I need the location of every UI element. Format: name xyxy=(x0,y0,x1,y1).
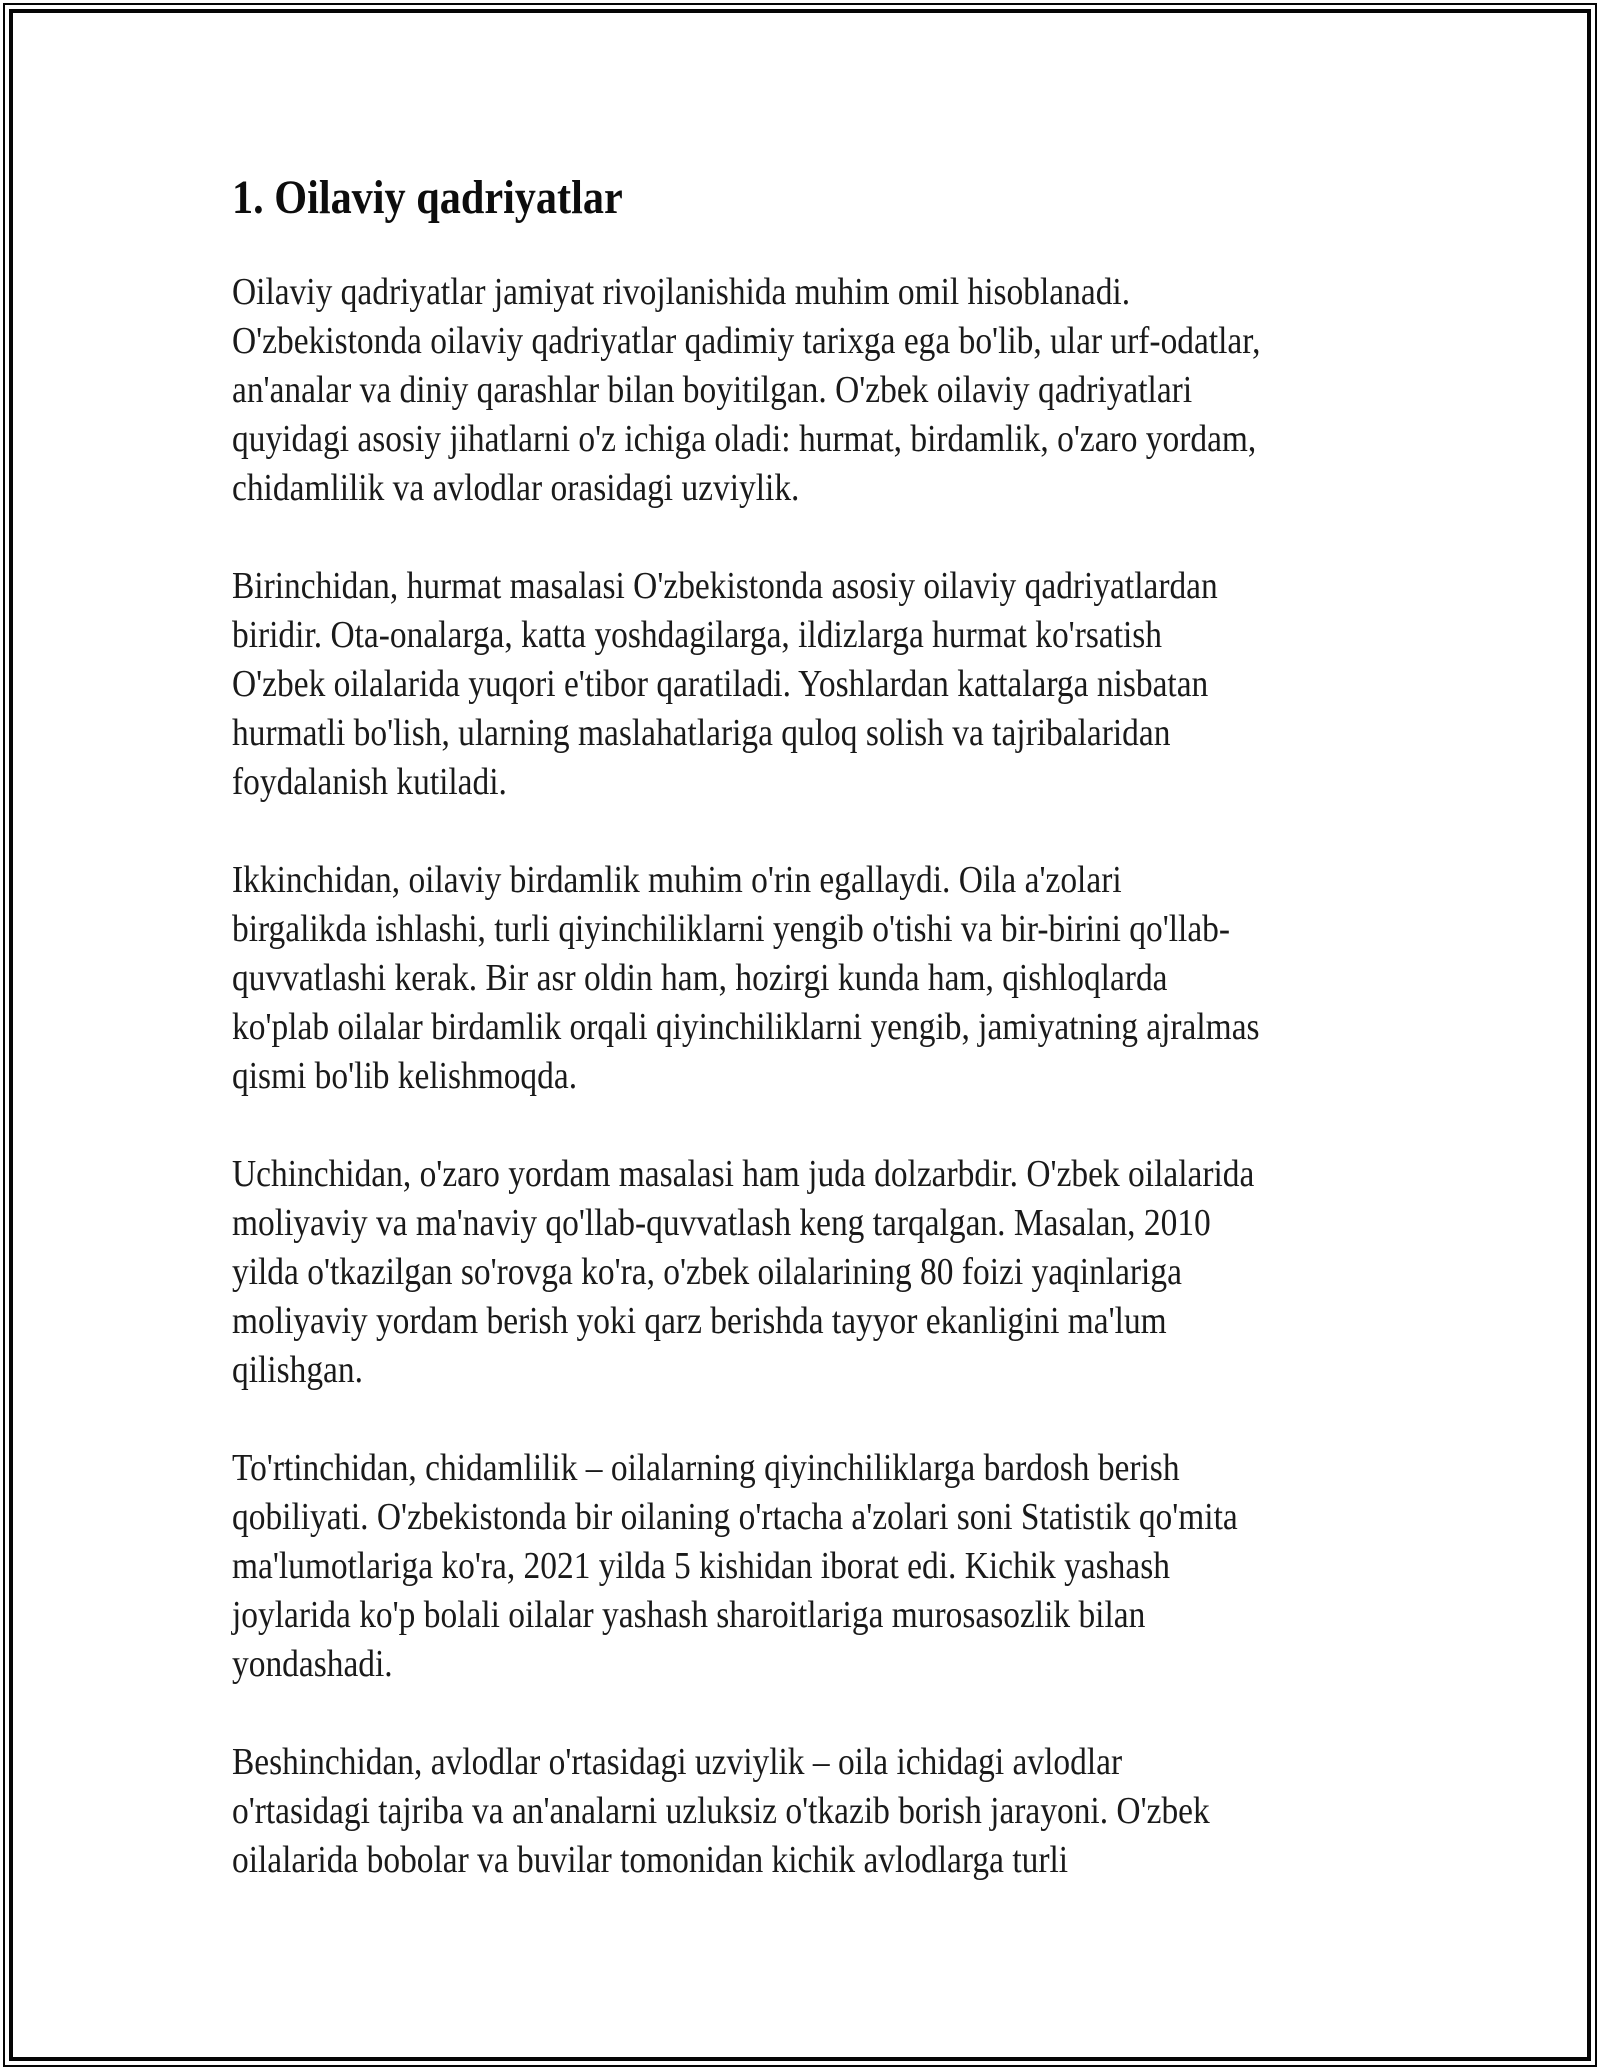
text-line: Birinchidan, hurmat masalasi O'zbekistonda asosiy oilaviy qadriyatlardan xyxy=(232,565,1218,607)
text-line: qismi bo'lib kelishmoqda. xyxy=(232,1055,578,1097)
paragraph-1 xyxy=(232,268,1482,513)
text-line: yondashadi. xyxy=(232,1643,393,1685)
text-line: moliyaviy va ma'naviy qo'llab-quvvatlash keng tarqalgan. Masalan, 2010 xyxy=(232,1202,1211,1244)
text-line: Oilaviy qadriyatlar jamiyat rivojlanishida muhim omil hisoblanadi. xyxy=(232,271,1131,313)
text-line: o'rtasidagi tajriba va an'analarni uzluksiz o'tkazib borish jarayoni. O'zbek xyxy=(232,1790,1210,1832)
text-line: yilda o'tkazilgan so'rovga ko'ra, o'zbek oilalarining 80 foizi yaqinlariga xyxy=(232,1251,1182,1293)
text-line: oilalarida bobolar va buvilar tomonidan kichik avlodlarga turli xyxy=(232,1839,1069,1881)
text-line: moliyaviy yordam berish yoki qarz berishda tayyor ekanligini ma'lum xyxy=(232,1300,1167,1342)
section-heading: 1. Oilaviy qadriyatlar xyxy=(232,171,623,224)
paragraph-6 xyxy=(232,1738,1482,1885)
document-content xyxy=(232,168,1482,1934)
text-line: Uchinchidan, o'zaro yordam masalasi ham juda dolzarbdir. O'zbek oilalarida xyxy=(232,1153,1255,1195)
text-line: Ikkinchidan, oilaviy birdamlik muhim o'rin egallaydi. Oila a'zolari xyxy=(232,859,1122,901)
text-line: O'zbek oilalarida yuqori e'tibor qaratiladi. Yoshlardan kattalarga nisbatan xyxy=(232,663,1209,705)
text-line: birgalikda ishlashi, turli qiyinchiliklarni yengib o'tishi va bir-birini qo'llab- xyxy=(232,908,1231,950)
text-line: ma'lumotlariga ko'ra, 2021 yilda 5 kishidan iborat edi. Kichik yashash xyxy=(232,1545,1170,1587)
text-line: quyidagi asosiy jihatlarni o'z ichiga oladi: hurmat, birdamlik, o'zaro yordam, xyxy=(232,418,1257,460)
text-line: joylarida ko'p bolali oilalar yashash sharoitlariga murosasozlik bilan xyxy=(232,1594,1146,1636)
text-line: ko'plab oilalar birdamlik orqali qiyinchiliklarni yengib, jamiyatning ajralmas xyxy=(232,1006,1260,1048)
text-line: an'analar va diniy qarashlar bilan boyitilgan. O'zbek oilaviy qadriyatlari xyxy=(232,369,1193,411)
paragraph-4 xyxy=(232,1150,1482,1395)
text-line: chidamlilik va avlodlar orasidagi uzviylik. xyxy=(232,467,800,509)
paragraph-3 xyxy=(232,856,1482,1101)
text-line: Beshinchidan, avlodlar o'rtasidagi uzviylik – oila ichidagi avlodlar xyxy=(232,1741,1123,1783)
text-line: O'zbekistonda oilaviy qadriyatlar qadimiy tarixga ega bo'lib, ular urf-odatlar, xyxy=(232,320,1261,362)
text-line: hurmatli bo'lish, ularning maslahatlariga quloq solish va tajribalaridan xyxy=(232,712,1171,754)
text-line: foydalanish kutiladi. xyxy=(232,761,507,803)
text-line: biridir. Ota-onalarga, katta yoshdagilarga, ildizlarga hurmat ko'rsatish xyxy=(232,614,1163,656)
text-line: quvvatlashi kerak. Bir asr oldin ham, hozirgi kunda ham, qishloqlarda xyxy=(232,957,1168,999)
text-line: To'rtinchidan, chidamlilik – oilalarning qiyinchiliklarga bardosh berish xyxy=(232,1447,1180,1489)
paragraph-2 xyxy=(232,562,1482,807)
paragraph-5 xyxy=(232,1444,1482,1689)
text-line: qilishgan. xyxy=(232,1349,363,1391)
text-line: qobiliyati. O'zbekistonda bir oilaning o'rtacha a'zolari soni Statistik qo'mita xyxy=(232,1496,1238,1538)
